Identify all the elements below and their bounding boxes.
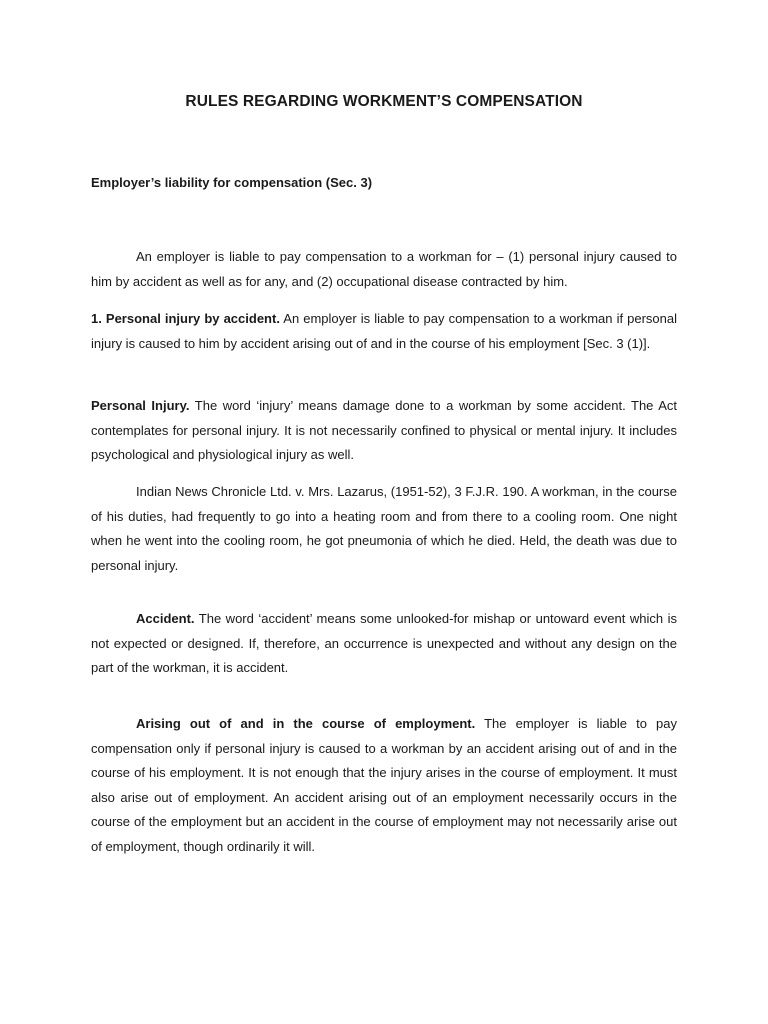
accident-text: The word ‘accident’ means some unlooked-for mishap or untoward event which is not expected or designed. If, therefore, an occurrence is unexpected and without any design on the part of the workman, it is accident. [91,611,677,676]
personal-injury-by-accident-text: An employer is liable to pay compensation to a workman if personal injury is caused to him by accident arising out of and in the course of his employment [Sec. 3 (1)]. [91,311,678,351]
personal-injury-by-accident-paragraph [91,307,677,356]
personal-injury-by-accident-heading: 1. Personal injury by accident. [91,311,280,326]
intro-paragraph [91,245,677,294]
arising-out-of-employment-text: The employer is liable to pay compensation only if personal injury is caused to a workman by an accident arising out of and in the course of his employment. It is not enough that the injury arises in the course of employment. It must also arise out of employment. An accident arising out of an employment necessarily occurs in the course of the employment but an accident in the course of employment may not necessarily arise out of employment, though ordinarily it will. [91,716,677,854]
accident-heading: Accident. [136,611,195,626]
case-text: Indian News Chronicle Ltd. v. Mrs. Lazarus, (1951-52), 3 F.J.R. 190. A workman, in the course of his duties, had frequently to go into a heating room and from there to a cooling room. One night when he went into the cooling room, he got pneumonia of which he died. Held, the death was due to personal injury. [91,484,677,573]
section-subtitle: Employer’s liability for compensation (Sec. 3) [91,175,373,190]
accident-paragraph [91,607,677,681]
intro-text: An employer is liable to pay compensation to a workman for – (1) personal injury caused to him by accident as well as for any, and (2) occupational disease contracted by him. [91,249,677,289]
case-paragraph [91,480,677,578]
arising-out-of-employment-heading: Arising out of and in the course of employment. [136,716,476,731]
personal-injury-text: The word ‘injury’ means damage done to a workman by some accident. The Act contemplates for personal injury. It is not necessarily confined to physical or mental injury. It includes psychological and physiological injury as well. [91,398,677,463]
arising-out-of-employment-paragraph [91,712,677,860]
personal-injury-heading: Personal Injury. [91,398,190,413]
document-title: RULES REGARDING WORKMENT’S COMPENSATION [185,93,583,110]
personal-injury-paragraph [91,394,677,468]
